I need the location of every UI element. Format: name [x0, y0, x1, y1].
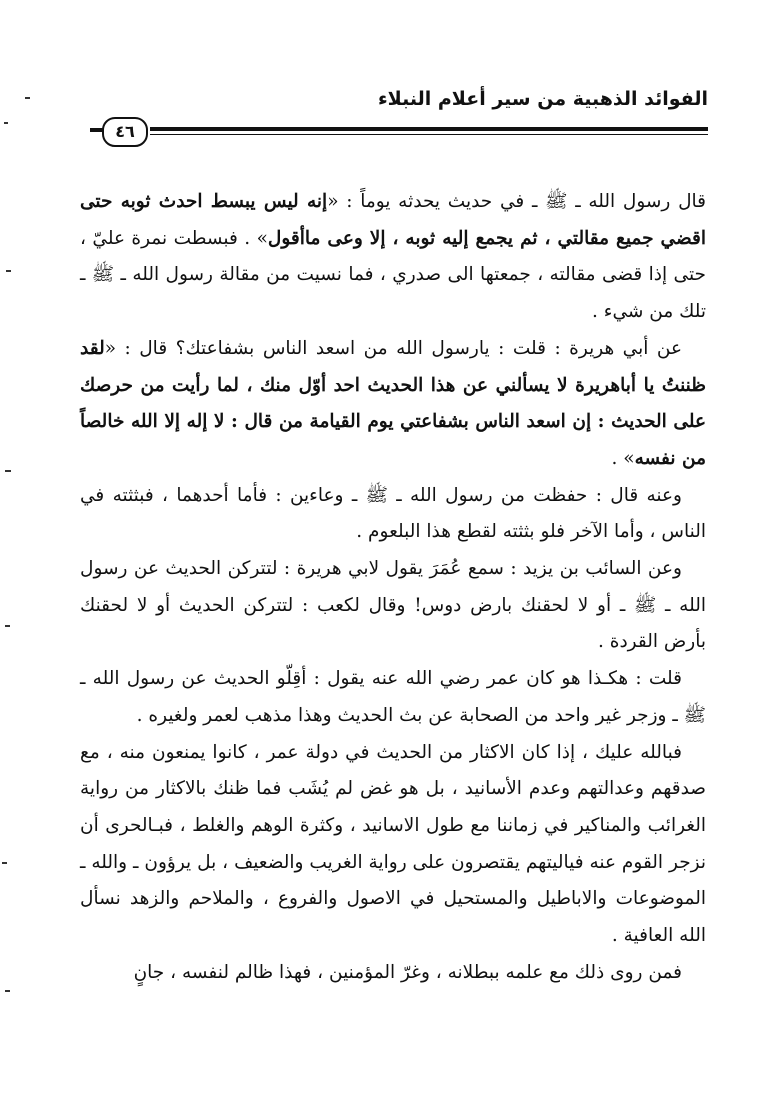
paragraph-text: فمن روى ذلك مع علمه ببطلانه ، وغرّ المؤمنين ، فهذا ظالم لنفسه ، جانٍ [133, 961, 682, 983]
header-rule-thick [150, 127, 708, 131]
hadith-quote: إنه ليس يبسط احدث ثوبه حتى اقضي جميع مقالتي ، ثم يجمع إليه ثوبه ، إلا وعى ماأقول [80, 191, 706, 249]
paragraph-text: عن أبي هريرة : قلت : يارسول الله من اسعد الناس بشفاعتك؟ قال : « [104, 337, 682, 359]
edge-mark [5, 470, 11, 472]
paragraph-text: وعنه قال : حفظت من رسول الله ـ ﷺ ـ وعاءين : فأما أحدهما ، فبثثته في الناس ، وأما الآخر فلو بثثته لقطع هذا البلعوم . [80, 484, 706, 543]
paragraph-text: قلت : هكـذا هو كان عمر رضي الله عنه يقول : أقِلّو الحديث عن رسول الله ـ ﷺ ـ وزجر غير واحد من الصحابة عن بث الحديث وهذا مذهب لعمر ولغيره . [80, 668, 706, 726]
edge-mark [5, 990, 10, 992]
hadith-quote: لقد ظننتُ يا أباهريرة لا يسألني عن هذا الحديث احد أوّل منك ، لما رأيت من حرصك على الحديث : إن اسعد الناس بشفاعتي يوم القيامة من قال : لا إله إلا الله خالصاً من نفسه [80, 337, 706, 469]
paragraph [80, 955, 706, 992]
edge-mark [6, 270, 11, 272]
header-rule-thin [150, 134, 708, 135]
paragraph-text: قال رسول الله ـ ﷺ ـ في حديث يحدثه يوماً : « [327, 191, 706, 212]
paragraph-text: » . [611, 447, 635, 469]
paragraph-text: فبالله عليك ، إذا كان الاكثار من الحديث في دولة عمر ، كانوا يمنعون منه ، مع صدقهم وعدالتهم وعدم الأسانيد ، بل هو غض لم يُشَب فما ظنك بالاكثار من رواية الغرائب والمناكير في زماننا مع طول الاسانيد ، وكثرة الوهم والغلط ، فبـالحرى أن نزجر القوم عنه فياليتهم يقتصرون على رواية الغريب والضعيف ، بل يرؤون ـ والله ـ الموضوعات والاباطيل والمستحيل في الاصول والفروع ، والملاحم والزهد نسأل الله العافية . [80, 741, 706, 947]
running-title: الفوائد الذهبية من سير أعلام النبلاء [377, 88, 708, 110]
running-header [90, 88, 708, 148]
paragraph [80, 184, 706, 331]
paragraph [80, 478, 706, 551]
paragraph [80, 661, 706, 734]
paragraph [80, 551, 706, 661]
paragraph [80, 735, 706, 955]
paragraph-text: وعن السائب بن يزيد : سمع عُمَرَ يقول لابي هريرة : لتتركن الحديث عن رسول الله ـ ﷺ ـ أو لا لحقنك بارض دوس! وقال لكعب : لتتركن الحديث أو لا لحقنك بأرض القردة . [80, 558, 706, 653]
paragraph [80, 331, 706, 478]
edge-mark [4, 122, 8, 124]
paragraph-text: » . فبسطت نمرة عليّ ، حتى إذا قضى مقالته ، جمعتها الى صدري ، فما نسيت من مقالة رسول الله ـ ﷺ ـ تلك من شيء . [80, 227, 706, 323]
edge-mark [2, 862, 7, 864]
page-number: ٤٦ [102, 117, 148, 147]
edge-mark [25, 97, 30, 99]
text-body [80, 184, 706, 991]
edge-mark [5, 625, 10, 627]
